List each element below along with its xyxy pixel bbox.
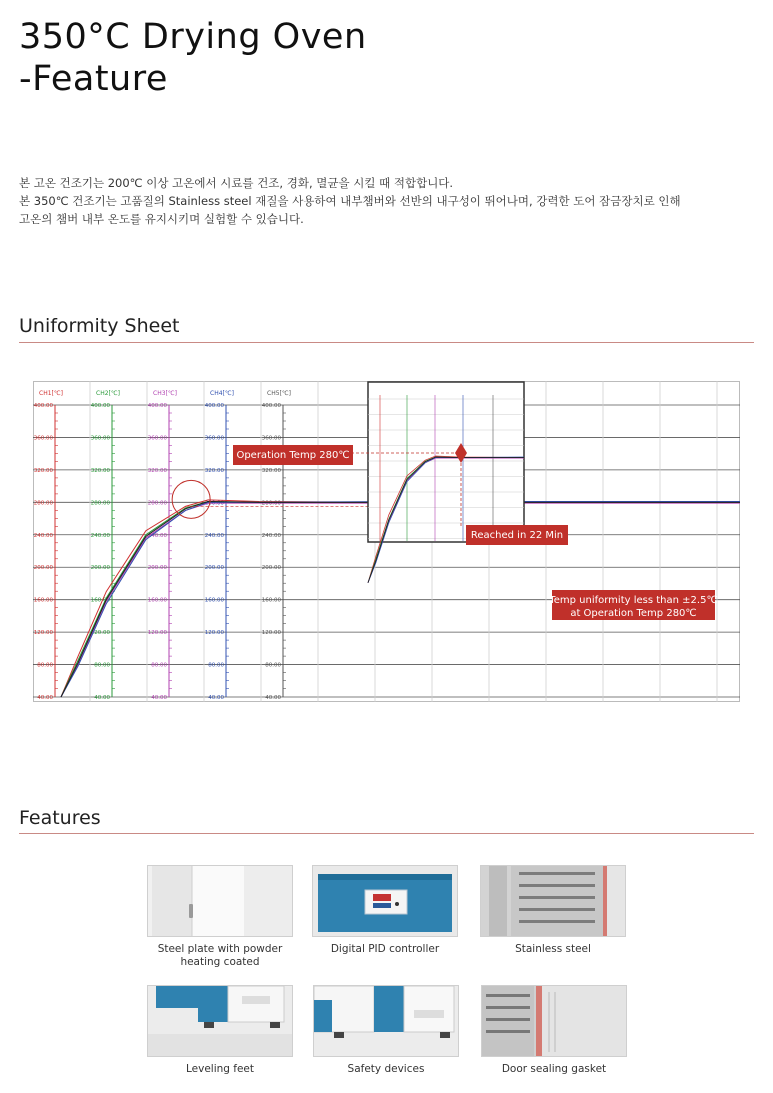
tick-label: 320.00 — [90, 467, 110, 474]
feature-caption: Leveling feet — [185, 1063, 255, 1075]
tick-label: 400.00 — [204, 403, 224, 409]
features-heading: Features — [19, 807, 101, 829]
feature-caption: Digital PID controller — [330, 943, 440, 955]
feature-caption: Steel plate with powder heating coated — [157, 943, 283, 968]
tick-label: 360.00 — [261, 435, 281, 442]
uniformity-chart — [33, 381, 740, 702]
tick-label: 320.00 — [204, 467, 224, 474]
tick-label: 80.00 — [265, 662, 281, 669]
tick-label: 400.00 — [90, 403, 110, 409]
tick-label: 40.00 — [208, 695, 224, 701]
operation-temp-label-text: Operation Temp 280℃ — [236, 450, 350, 461]
uniformity-label — [548, 590, 717, 620]
tick-label: 280.00 — [204, 500, 224, 507]
features-divider — [19, 833, 754, 834]
tick-label: 160.00 — [261, 597, 281, 604]
operation-temp-label — [233, 445, 353, 465]
channel-label: CH2[℃] — [96, 390, 120, 397]
title-line-1: 350°C Drying Oven — [19, 17, 367, 57]
tick-label: 80.00 — [151, 662, 167, 669]
tick-label: 360.00 — [33, 435, 53, 442]
tick-label: 200.00 — [147, 565, 167, 572]
channel-label: CH4[℃] — [210, 390, 234, 397]
uniformity-heading: Uniformity Sheet — [19, 315, 180, 337]
tick-label: 240.00 — [261, 532, 281, 539]
feature-card-pid-controller — [312, 865, 458, 956]
tick-label: 400.00 — [147, 403, 167, 409]
tick-label: 240.00 — [90, 532, 110, 539]
tick-label: 160.00 — [33, 597, 53, 604]
tick-label: 120.00 — [33, 630, 53, 637]
inset-frame — [368, 382, 524, 542]
uniformity-label-text: Temp uniformity less than ±2.5℃ — [549, 595, 718, 606]
tick-label: 320.00 — [261, 467, 281, 474]
tick-label: 40.00 — [94, 695, 110, 701]
tick-label: 240.00 — [147, 532, 167, 539]
intro-line-1: 본 고온 건조기는 200℃ 이상 고온에서 시료를 건조, 경화, 멸균을 시킬 때 적합합니다. — [19, 176, 454, 190]
intro-text — [19, 174, 759, 228]
steel-plate-image — [147, 865, 293, 937]
door-gasket-image — [481, 985, 627, 1057]
tick-label: 400.00 — [33, 403, 53, 409]
feature-card-leveling-feet — [147, 985, 293, 1076]
tick-label: 280.00 — [147, 500, 167, 507]
tick-label: 40.00 — [37, 695, 53, 701]
feature-card-stainless-steel — [480, 865, 626, 956]
tick-label: 40.00 — [265, 695, 281, 701]
tick-label: 360.00 — [90, 435, 110, 442]
feature-card-steel-plate — [147, 865, 293, 969]
tick-label: 400.00 — [261, 403, 281, 409]
intro-line-2: 본 350℃ 건조기는 고품질의 Stainless steel 재질을 사용하여 내부챔버와 선반의 내구성이 뛰어나며, 강력한 도어 잠금장치로 인해 — [19, 194, 681, 208]
pid-controller-image — [312, 865, 458, 937]
uniformity-divider — [19, 342, 754, 343]
page-title — [19, 16, 367, 100]
tick-label: 200.00 — [204, 565, 224, 572]
channel-label: CH1[℃] — [39, 390, 63, 397]
tick-label: 280.00 — [90, 500, 110, 507]
tick-label: 120.00 — [90, 630, 110, 637]
title-line-2: -Feature — [19, 59, 168, 99]
safety-devices-image — [313, 985, 459, 1057]
tick-label: 240.00 — [204, 532, 224, 539]
tick-label: 240.00 — [33, 532, 53, 539]
tick-label: 120.00 — [147, 630, 167, 637]
reached-label-text: Reached in 22 Min — [470, 530, 564, 541]
uniformity-label-text: at Operation Temp 280℃ — [570, 608, 697, 619]
feature-card-door-gasket — [481, 985, 627, 1076]
feature-card-safety-devices — [313, 985, 459, 1076]
channel-label: CH5[℃] — [267, 390, 291, 397]
tick-label: 160.00 — [90, 597, 110, 604]
tick-label: 200.00 — [90, 565, 110, 572]
tick-label: 80.00 — [94, 662, 110, 669]
tick-label: 160.00 — [147, 597, 167, 604]
tick-label: 360.00 — [204, 435, 224, 442]
feature-caption: Door sealing gasket — [501, 1063, 607, 1075]
feature-caption: Stainless steel — [515, 943, 591, 955]
tick-label: 40.00 — [151, 695, 167, 701]
reached-label — [466, 525, 568, 545]
feature-caption: Safety devices — [347, 1063, 425, 1075]
tick-label: 280.00 — [261, 500, 281, 507]
tick-label: 200.00 — [33, 565, 53, 572]
stainless-steel-image — [480, 865, 626, 937]
tick-label: 160.00 — [204, 597, 224, 604]
tick-label: 80.00 — [208, 662, 224, 669]
tick-label: 280.00 — [33, 500, 53, 507]
tick-label: 80.00 — [37, 662, 53, 669]
tick-label: 320.00 — [33, 467, 53, 474]
leveling-feet-image — [147, 985, 293, 1057]
tick-label: 200.00 — [261, 565, 281, 572]
tick-label: 360.00 — [147, 435, 167, 442]
tick-label: 120.00 — [204, 630, 224, 637]
intro-line-3: 고온의 챔버 내부 온도를 유지시키며 실험할 수 있습니다. — [19, 212, 304, 226]
tick-label: 120.00 — [261, 630, 281, 637]
tick-label: 320.00 — [147, 467, 167, 474]
channel-label: CH3[℃] — [153, 390, 177, 397]
